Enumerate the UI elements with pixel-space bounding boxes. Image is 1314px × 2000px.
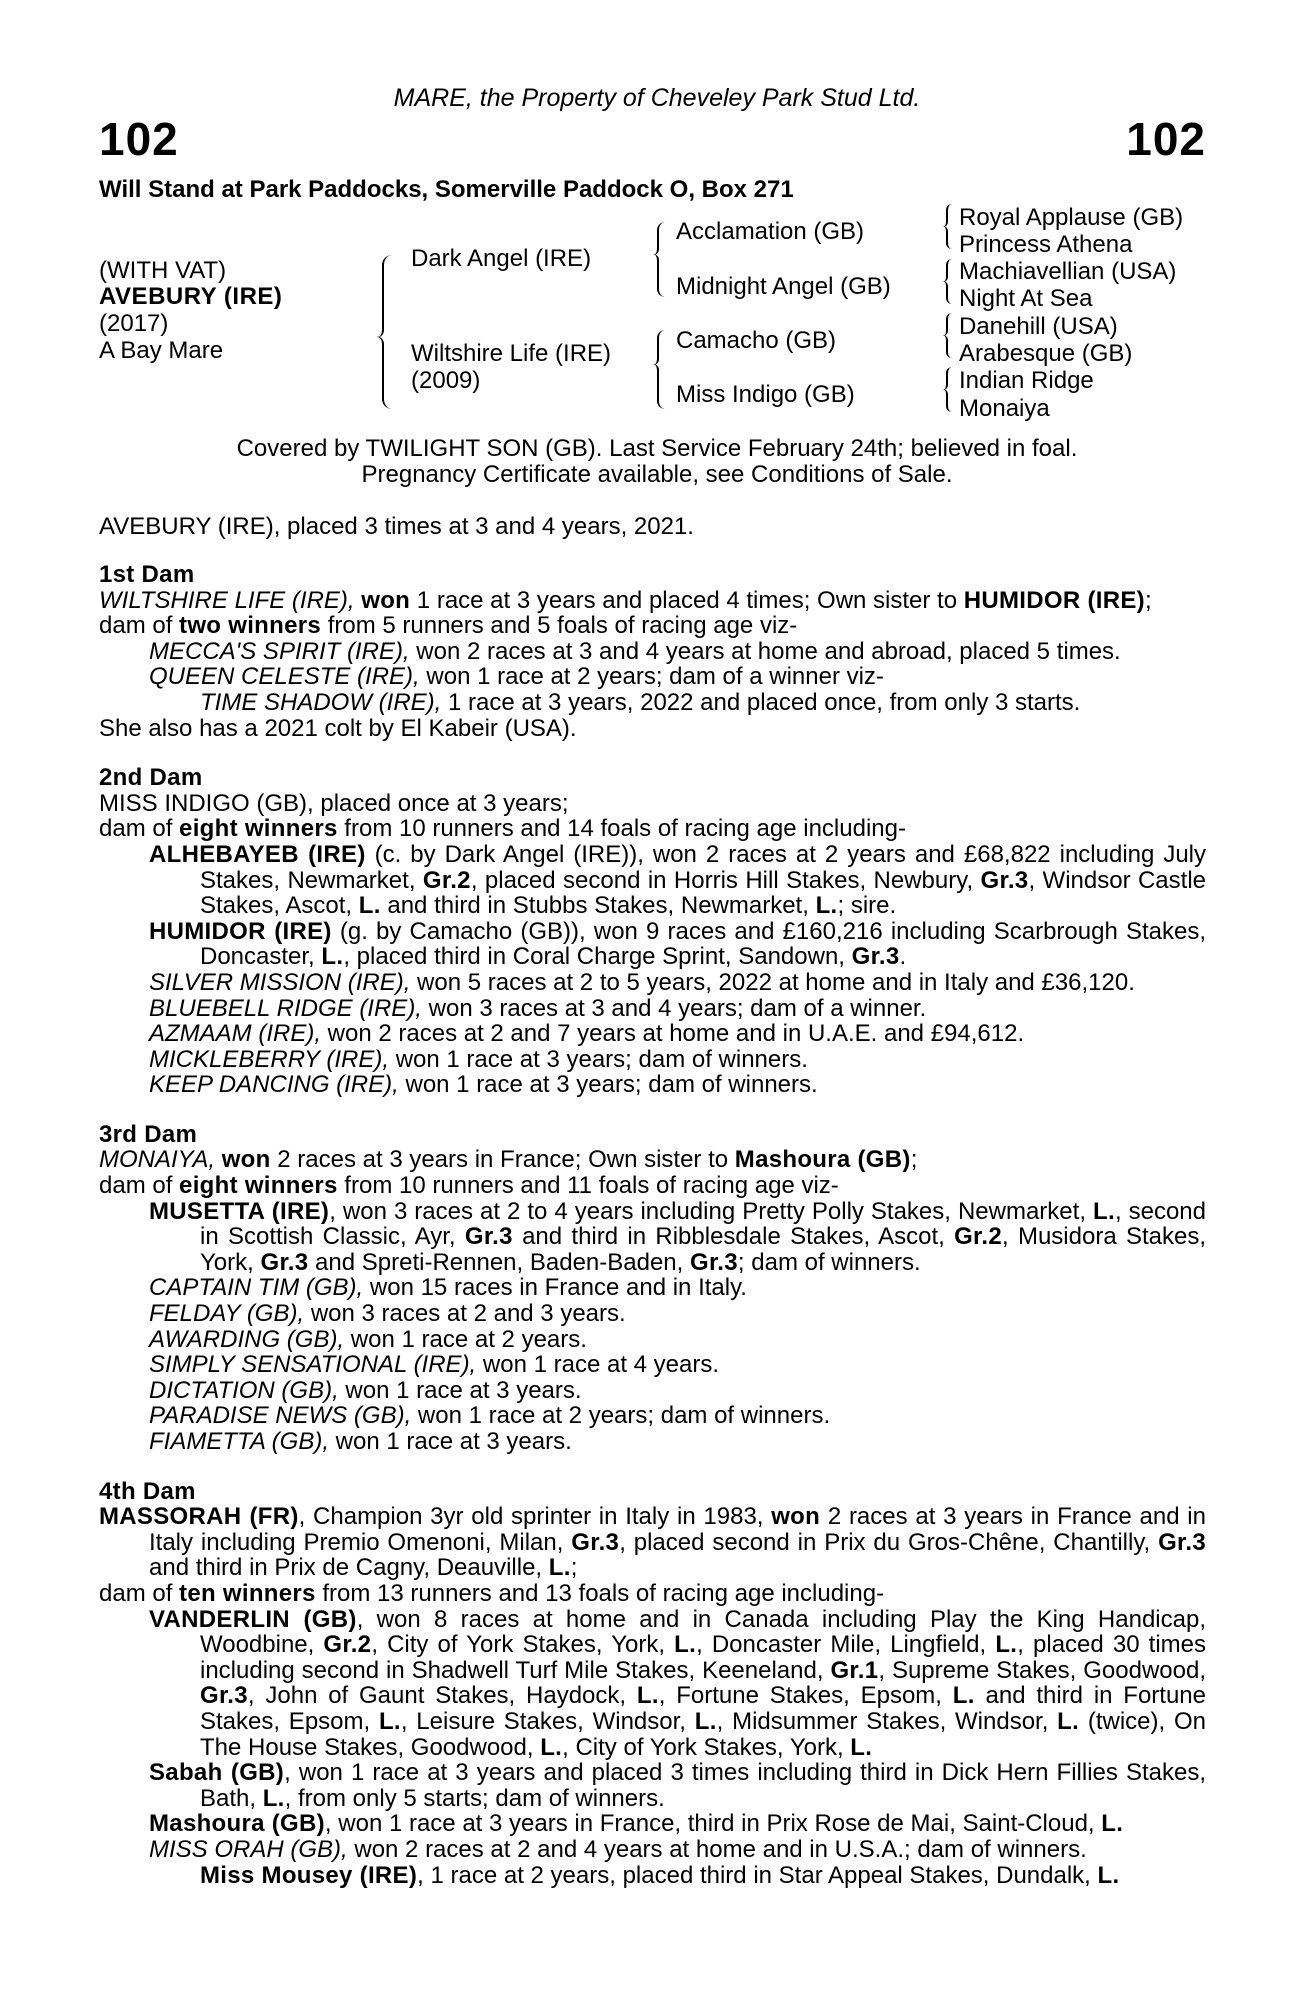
list-item bbox=[99, 1327, 1206, 1353]
section-heading: 1st Dam bbox=[99, 561, 195, 588]
text-run: , 1 race at 2 years, placed third in Star Appeal Stakes, Dundalk, bbox=[417, 1861, 1098, 1889]
text-run: TIME SHADOW (IRE), bbox=[200, 688, 442, 716]
covered-line-1: Covered by TWILIGHT SON (GB). Last Service February 24th; believed in foal. bbox=[236, 435, 1078, 462]
list-item bbox=[99, 1047, 1206, 1073]
text-run: , City of York Stakes, York, bbox=[562, 1733, 851, 1761]
text-run: won 5 races at 2 to 5 years, 2022 at home and in Italy and £36,120. bbox=[410, 968, 1135, 996]
text-run: Gr.3 bbox=[690, 1248, 738, 1276]
text-run: HUMIDOR (IRE) bbox=[963, 586, 1145, 614]
text-run: , placed third in Coral Charge Sprint, Sandown, bbox=[343, 943, 852, 971]
dam-dam: Miss Indigo (GB) bbox=[676, 381, 855, 408]
sire-dam-dam: Night At Sea bbox=[959, 285, 1093, 312]
text-run: L. bbox=[694, 1707, 717, 1735]
text-run: won 3 races at 3 and 4 years; dam of a winner. bbox=[421, 994, 927, 1022]
text-run: and Spreti-Rennen, Baden-Baden, bbox=[308, 1248, 690, 1276]
text-run: L. bbox=[815, 892, 838, 920]
text-run: 2 races at 3 years in France and in Italy including Premio Omenoni, Milan, bbox=[149, 1503, 1206, 1556]
text-run: MUSETTA (IRE) bbox=[149, 1197, 330, 1225]
list-item bbox=[99, 639, 1206, 665]
text-run: Mashoura (GB) bbox=[149, 1810, 325, 1838]
dam-of-line bbox=[99, 816, 1206, 842]
text-run: ; bbox=[910, 1146, 918, 1174]
dam-dam-sire: Indian Ridge bbox=[959, 367, 1094, 394]
vat-note: (WITH VAT) bbox=[99, 257, 227, 284]
text-run: QUEEN CELESTE (IRE), bbox=[149, 663, 420, 691]
text-run: from 10 runners and 11 foals of racing age viz- bbox=[337, 1172, 839, 1200]
text-run: L. bbox=[1093, 1197, 1115, 1225]
third-dam-section bbox=[99, 1122, 1206, 1455]
list-item bbox=[99, 690, 1206, 716]
list-item bbox=[99, 1837, 1206, 1863]
text-run: , Fortune Stakes, Epsom, bbox=[658, 1682, 953, 1710]
sire-sire: Acclamation (GB) bbox=[676, 218, 865, 245]
list-item bbox=[99, 996, 1206, 1022]
text-run: won 3 races at 2 and 3 years. bbox=[304, 1300, 626, 1328]
text-run: L. bbox=[1057, 1707, 1080, 1735]
text-run: (twice), On The House Stakes, Goodwood, bbox=[200, 1707, 1206, 1761]
text-run: AZMAAM (IRE), bbox=[149, 1020, 321, 1048]
text-run: Gr.3 bbox=[571, 1528, 620, 1556]
lot-number-right: 102 bbox=[1126, 113, 1206, 165]
text-run: won 2 races at 3 and 4 years at home and abroad, placed 5 times. bbox=[409, 637, 1121, 665]
text-run: 1 race at 3 years, 2022 and placed once, from only 3 starts. bbox=[441, 688, 1081, 716]
lot-number-left: 102 bbox=[99, 113, 179, 165]
text-run: won 1 race at 2 years; dam of winners. bbox=[411, 1402, 831, 1430]
text-run: , placed second in Prix du Gros-Chêne, Chantilly, bbox=[619, 1528, 1159, 1556]
text-run: (c. by Dark Angel (IRE)), won 2 races at 2 years and £68,822 including July Stakes, Newmarket, bbox=[200, 840, 1207, 894]
text-run: Miss Mousey (IRE) bbox=[200, 1861, 418, 1889]
covered-note bbox=[0, 436, 1314, 488]
list-item bbox=[99, 1429, 1206, 1455]
stand-location: Will Stand at Park Paddocks, Somerville Paddock O, Box 271 bbox=[99, 176, 794, 203]
text-run: Gr.2 bbox=[323, 1631, 372, 1659]
text-run: Gr.3 bbox=[260, 1248, 309, 1276]
text-run: , from only 5 starts; dam of winners. bbox=[284, 1784, 665, 1812]
text-run: SILVER MISSION (IRE), bbox=[149, 968, 411, 996]
dam-of-line bbox=[99, 613, 1206, 639]
text-run: won 1 race at 3 years. bbox=[329, 1428, 572, 1455]
text-run: won 1 race at 3 years. bbox=[338, 1376, 582, 1404]
fourth-dam-section bbox=[99, 1479, 1206, 1889]
text-run: L. bbox=[540, 1733, 563, 1761]
text-run: eight winners bbox=[179, 815, 338, 843]
sire-sire-dam: Princess Athena bbox=[959, 231, 1133, 258]
text-run: WILTSHIRE LIFE (IRE), bbox=[99, 586, 355, 614]
second-dam-section bbox=[99, 765, 1206, 1098]
text-run: SIMPLY SENSATIONAL (IRE), bbox=[149, 1351, 477, 1379]
text-run: won 1 race at 2 years. bbox=[344, 1325, 587, 1353]
text-run: L. bbox=[952, 1682, 975, 1710]
text-run: 2 races at 3 years in France; Own sister to bbox=[270, 1146, 735, 1174]
text-run: , placed 30 times including second in Shadwell Turf Mile Stakes, Keeneland, bbox=[200, 1631, 1207, 1684]
text-run: BLUEBELL RIDGE (IRE), bbox=[149, 994, 422, 1022]
list-item bbox=[99, 664, 1206, 690]
horse-description: A Bay Mare bbox=[99, 337, 224, 364]
list-item bbox=[99, 1378, 1206, 1404]
list-item bbox=[99, 1199, 1206, 1276]
sire-dam-sire: Machiavellian (USA) bbox=[959, 258, 1177, 285]
text-run: , won 8 races at home and in Canada including Play the King Handicap, Woodbine, bbox=[200, 1605, 1206, 1659]
text-run: L. bbox=[1097, 1861, 1120, 1889]
text-run: , won 3 races at 2 to 4 years including Pretty Polly Stakes, Newmarket, bbox=[329, 1197, 1093, 1225]
text-run: from 13 runners and 13 foals of racing age including- bbox=[315, 1579, 885, 1607]
text-run: CAPTAIN TIM (GB), bbox=[149, 1274, 364, 1302]
text-run: Gr.3 bbox=[1158, 1528, 1206, 1556]
horse-name: AVEBURY (IRE) bbox=[99, 283, 283, 310]
text-run: PARADISE NEWS (GB), bbox=[149, 1402, 412, 1430]
text-run: MISS ORAH (GB), bbox=[149, 1835, 348, 1863]
text-run: eight winners bbox=[179, 1172, 338, 1200]
text-run: ten winners bbox=[179, 1579, 316, 1607]
text-run: MICKLEBERRY (IRE), bbox=[149, 1045, 390, 1073]
section-heading: 2nd Dam bbox=[99, 764, 203, 792]
text-run: ; bbox=[570, 1554, 578, 1582]
list-item bbox=[99, 970, 1206, 996]
page-title: MARE, the Property of Cheveley Park Stud Ltd. bbox=[393, 84, 921, 112]
dam-year: (2009) bbox=[411, 367, 481, 394]
text-run: Gr.3 bbox=[200, 1682, 248, 1710]
race-summary: AVEBURY (IRE), placed 3 times at 3 and 4 years, 2021. bbox=[99, 513, 694, 540]
text-run: from 5 runners and 5 foals of racing age viz- bbox=[321, 612, 798, 640]
text-run: MASSORAH (FR) bbox=[99, 1503, 299, 1531]
list-item bbox=[99, 1811, 1206, 1837]
text-run: KEEP DANCING (IRE), bbox=[149, 1071, 399, 1099]
dam-summary bbox=[99, 588, 1206, 614]
text-run: Gr.3 bbox=[464, 1223, 513, 1251]
text-run: and third in Fortune Stakes, Epsom, bbox=[200, 1682, 1207, 1735]
text-run: , John of Gaunt Stakes, Haydock, bbox=[247, 1682, 637, 1710]
dam-summary bbox=[99, 1504, 1206, 1581]
text-run: HUMIDOR (IRE) bbox=[149, 917, 332, 945]
list-item bbox=[99, 1607, 1206, 1761]
text-run: and third in Ribblesdale Stakes, Ascot, bbox=[512, 1223, 955, 1251]
text-run: ; sire. bbox=[837, 892, 897, 920]
text-run: won bbox=[221, 1146, 271, 1174]
text-run: L. bbox=[1101, 1810, 1124, 1838]
text-run: FELDAY (GB), bbox=[149, 1300, 305, 1328]
sire-dam: Midnight Angel (GB) bbox=[676, 273, 891, 300]
list-item bbox=[99, 1021, 1206, 1047]
text-run: ; dam of winners. bbox=[737, 1248, 921, 1276]
text-run: , Midsummer Stakes, Windsor, bbox=[716, 1707, 1058, 1735]
dam-of-line bbox=[99, 1173, 1206, 1199]
text-run: won 1 race at 2 years; dam of a winner viz- bbox=[419, 663, 884, 691]
sire-sire-sire: Royal Applause (GB) bbox=[959, 204, 1184, 231]
section-heading: 3rd Dam bbox=[99, 1120, 198, 1148]
text-run: L. bbox=[358, 892, 381, 920]
text-run: L. bbox=[636, 1682, 659, 1710]
dam-name: Wiltshire Life (IRE) bbox=[411, 340, 612, 367]
dam-of-line bbox=[99, 1581, 1206, 1607]
text-run: . bbox=[899, 943, 907, 971]
text-run: Mashoura (GB) bbox=[734, 1146, 911, 1174]
text-run: (g. by Camacho (GB)), won 9 races and £160,216 including Scarbrough Stakes, Doncaster, bbox=[200, 917, 1206, 971]
list-item bbox=[99, 1403, 1206, 1429]
text-run: MECCA'S SPIRIT (IRE), bbox=[149, 637, 410, 665]
sire-name: Dark Angel (IRE) bbox=[411, 245, 592, 272]
text-run: , second in Scottish Classic, Ayr, bbox=[200, 1197, 1207, 1251]
text-run: , City of York Stakes, York, bbox=[371, 1631, 675, 1659]
text-run: , Musidora Stakes, York, bbox=[200, 1223, 1207, 1276]
text-run: Gr.1 bbox=[830, 1656, 879, 1684]
text-run: dam of bbox=[99, 612, 180, 640]
text-run: L. bbox=[674, 1631, 697, 1659]
text-run: and third in Prix de Cagny, Deauville, bbox=[149, 1554, 549, 1582]
text-run: won 2 races at 2 and 4 years at home and in U.S.A.; dam of winners. bbox=[347, 1835, 1087, 1863]
list-item bbox=[99, 1275, 1206, 1301]
text-run: Gr.2 bbox=[954, 1223, 1002, 1251]
text-run: MONAIYA, bbox=[99, 1146, 216, 1174]
text-run: dam of bbox=[99, 815, 180, 843]
list-item bbox=[99, 1863, 1206, 1889]
text-run: AWARDING (GB), bbox=[149, 1325, 345, 1353]
first-dam-section bbox=[99, 562, 1206, 741]
text-run: ; bbox=[1144, 586, 1152, 614]
also-note: She also has a 2021 colt by El Kabeir (USA). bbox=[99, 714, 577, 742]
text-run: , Leisure Stakes, Windsor, bbox=[400, 1707, 695, 1735]
text-run: won 1 race at 3 years; dam of winners. bbox=[389, 1045, 808, 1073]
text-run: Sabah (GB) bbox=[149, 1759, 285, 1787]
text-run: , won 1 race at 3 years in France, third in Prix Rose de Mai, Saint-Cloud, bbox=[324, 1810, 1102, 1838]
text-run: won bbox=[771, 1503, 821, 1531]
text-run: won 1 race at 3 years; dam of winners. bbox=[398, 1071, 818, 1099]
text-run: L. bbox=[850, 1733, 873, 1761]
dam-sire: Camacho (GB) bbox=[676, 327, 837, 354]
text-run: 1 race at 3 years and placed 4 times; Own sister to bbox=[410, 586, 964, 614]
list-item bbox=[99, 1072, 1206, 1098]
list-item bbox=[99, 1760, 1206, 1811]
text-run: won 1 race at 4 years. bbox=[476, 1351, 720, 1379]
text-run: , Doncaster Mile, Lingfield, bbox=[696, 1631, 996, 1659]
text-run: dam of bbox=[99, 1172, 180, 1200]
dam-sire-sire: Danehill (USA) bbox=[959, 313, 1118, 340]
text-run: DICTATION (GB), bbox=[149, 1376, 339, 1404]
text-run: L. bbox=[262, 1784, 285, 1812]
text-run: FIAMETTA (GB), bbox=[149, 1428, 329, 1455]
text-run: won 15 races in France and in Italy. bbox=[363, 1274, 747, 1302]
dam-sire-dam: Arabesque (GB) bbox=[959, 340, 1133, 367]
text-run: two winners bbox=[179, 612, 322, 640]
dam-summary bbox=[99, 1147, 1206, 1173]
text-run: from 10 runners and 14 foals of racing age including- bbox=[337, 815, 906, 843]
list-item bbox=[99, 1301, 1206, 1327]
text-run: won bbox=[361, 586, 411, 614]
text-run: won 2 races at 2 and 7 years at home and in U.A.E. and £94,612. bbox=[321, 1020, 1025, 1048]
text-run: , placed second in Horris Hill Stakes, Newbury, bbox=[470, 866, 981, 894]
text-run: L. bbox=[548, 1554, 571, 1582]
list-item bbox=[99, 842, 1206, 919]
list-item bbox=[99, 919, 1206, 970]
section-heading: 4th Dam bbox=[99, 1477, 196, 1505]
horse-year: (2017) bbox=[99, 310, 169, 337]
text-run: Gr.2 bbox=[422, 866, 471, 894]
text-run: , Champion 3yr old sprinter in Italy in 1983, bbox=[298, 1503, 772, 1531]
text-run: , Supreme Stakes, Goodwood, bbox=[878, 1656, 1206, 1684]
text-run: , won 1 race at 3 years and placed 3 times including third in Dick Hern Fillies Stakes, Bath, bbox=[200, 1759, 1207, 1812]
text-run: L. bbox=[995, 1631, 1018, 1659]
text-run: L. bbox=[378, 1707, 401, 1735]
text-run: ALHEBAYEB (IRE) bbox=[149, 840, 366, 868]
text-run: Gr.3 bbox=[851, 943, 900, 971]
text-run: dam of bbox=[99, 1579, 180, 1607]
text-run: , Windsor Castle Stakes, Ascot, bbox=[200, 866, 1206, 920]
dam-dam-dam: Monaiya bbox=[959, 395, 1050, 422]
pedigree-notes bbox=[99, 562, 1206, 1888]
text-run: L. bbox=[321, 943, 344, 971]
text-run: and third in Stubbs Stakes, Newmarket, bbox=[380, 892, 816, 920]
dam-summary: MISS INDIGO (GB), placed once at 3 years; bbox=[99, 789, 569, 817]
list-item bbox=[99, 1352, 1206, 1378]
text-run: VANDERLIN (GB) bbox=[149, 1605, 357, 1633]
covered-line-2: Pregnancy Certificate available, see Conditions of Sale. bbox=[361, 461, 953, 488]
text-run: Gr.3 bbox=[980, 866, 1029, 894]
